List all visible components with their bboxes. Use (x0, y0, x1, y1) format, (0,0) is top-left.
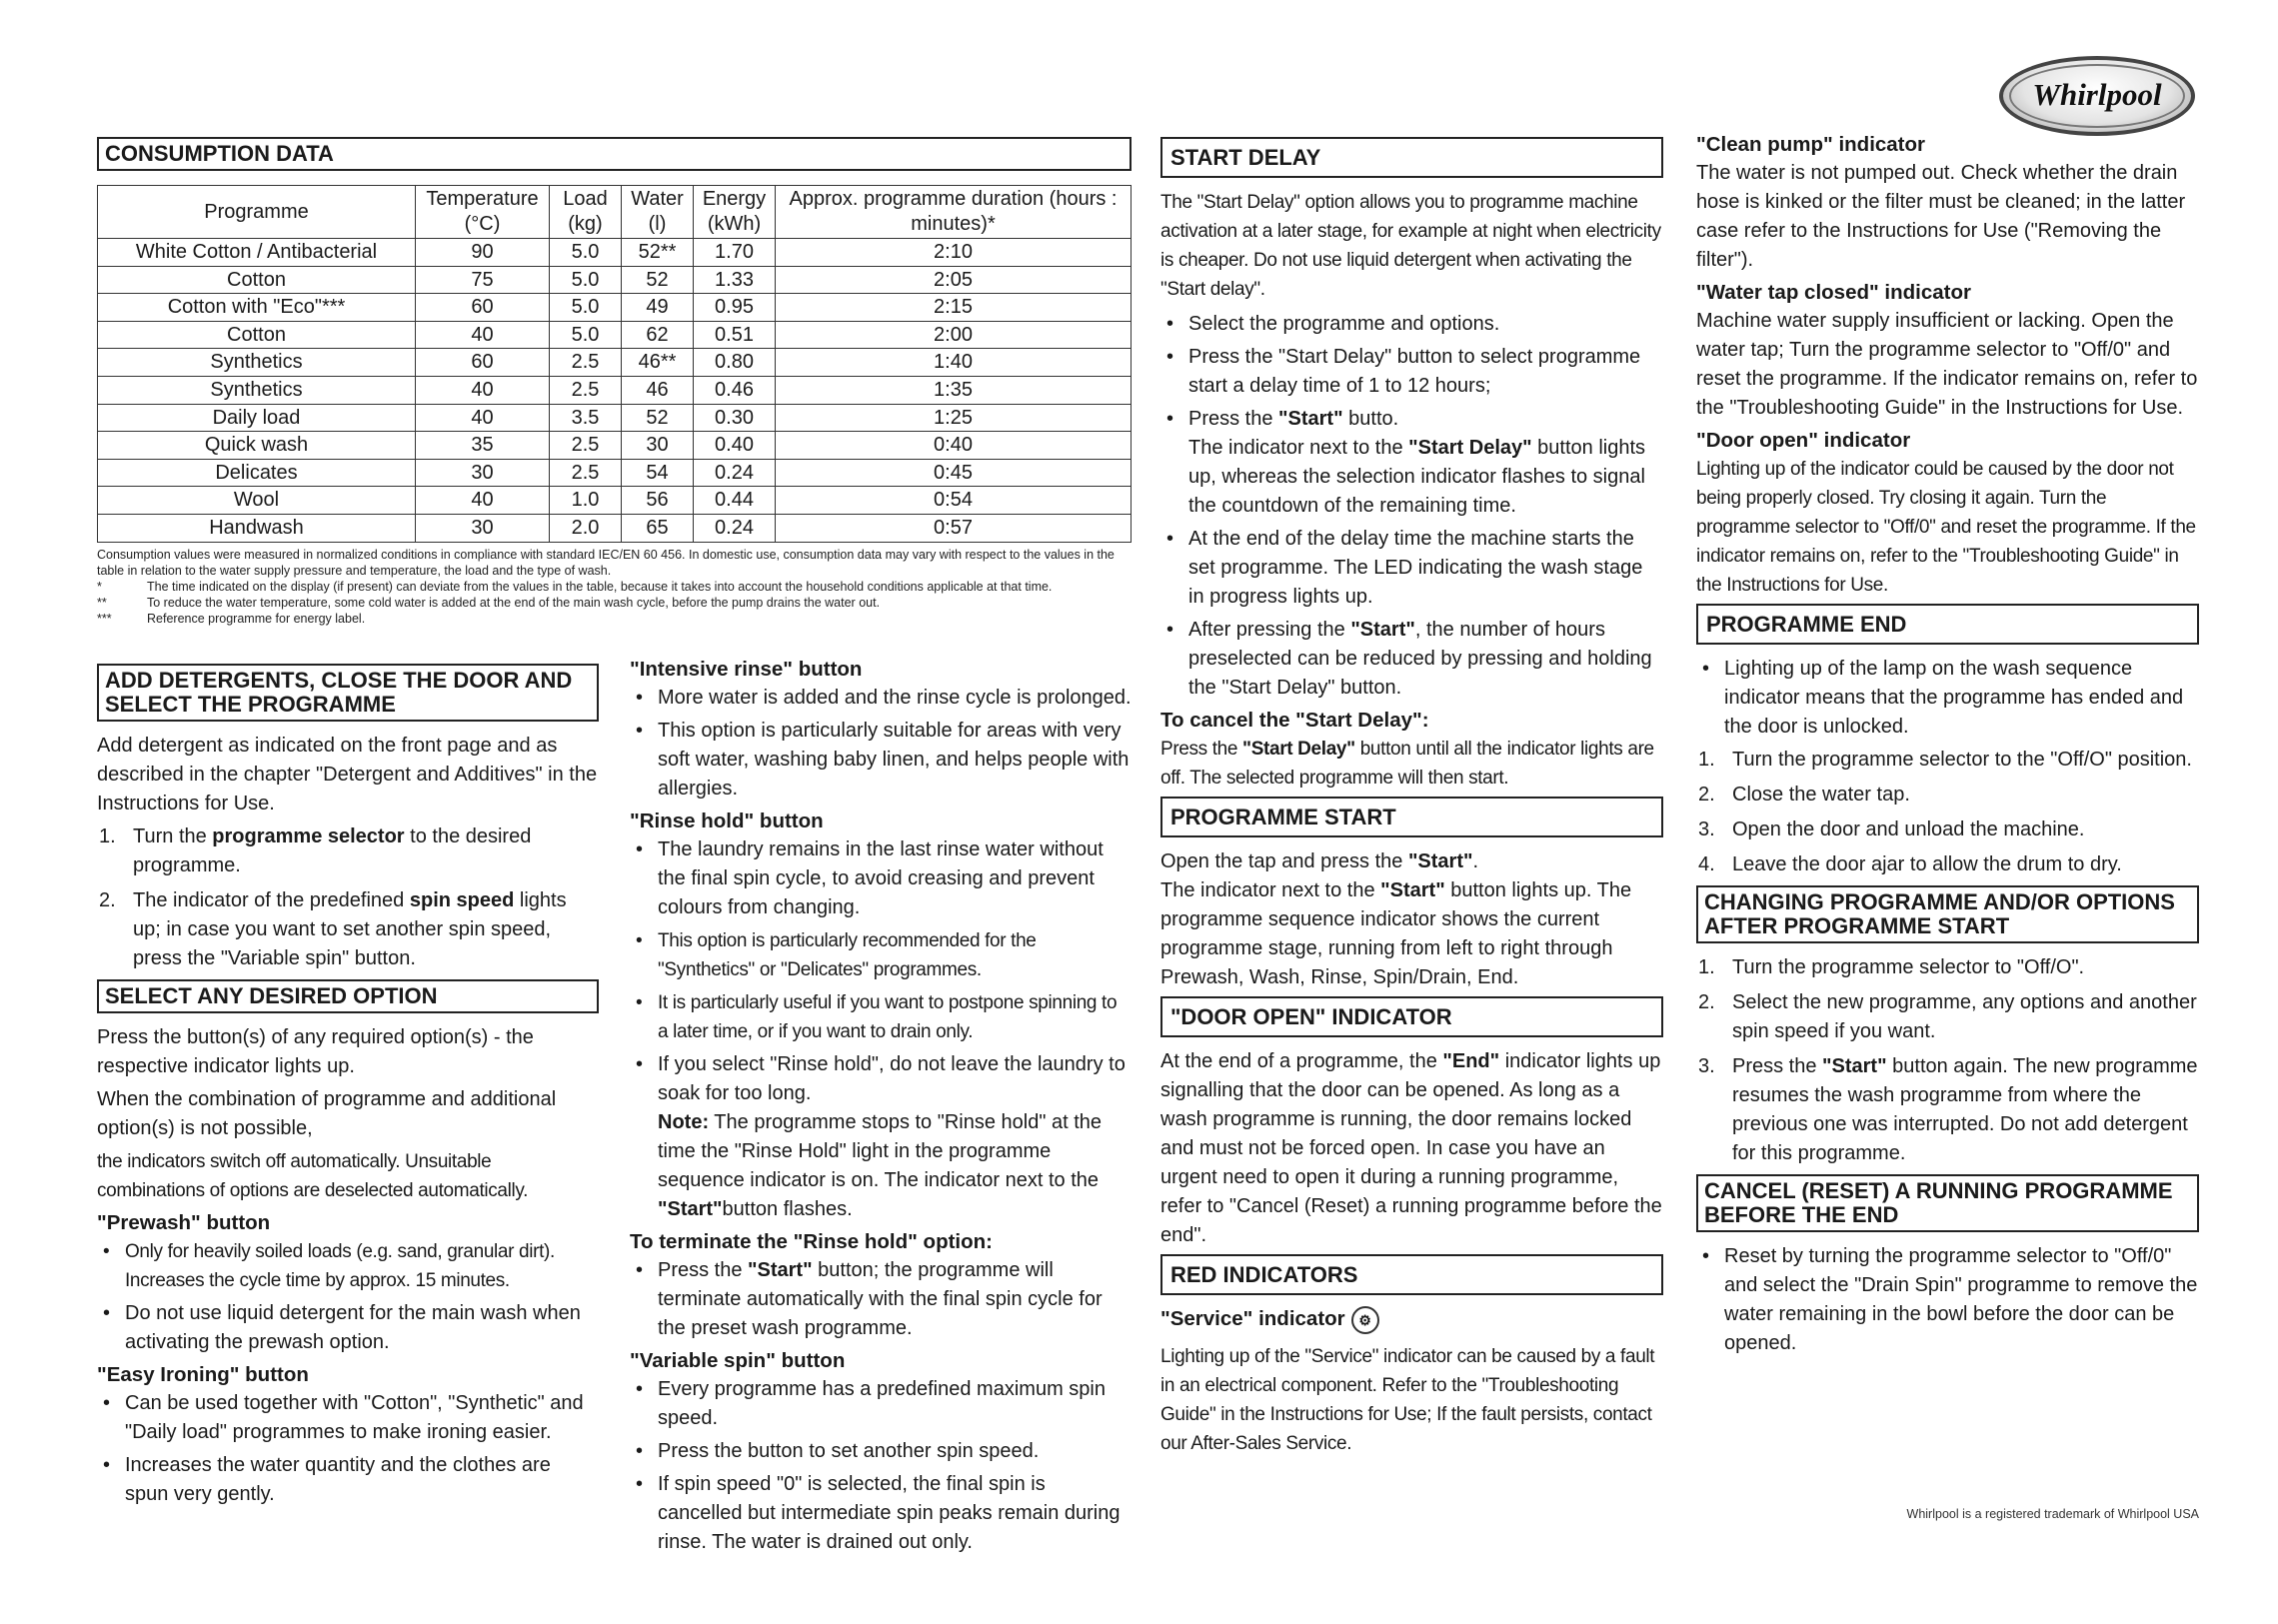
service-indicator-title (1160, 1305, 1663, 1334)
table-cell: 5.0 (550, 266, 622, 294)
item-text: Press the (1160, 739, 1243, 760)
table-cell: Delicates (98, 459, 416, 487)
trademark-footer: Whirlpool is a registered trademark of Whirlpool USA (1906, 1507, 2199, 1521)
table-row (98, 294, 1132, 322)
table-cell: 2.5 (550, 432, 622, 460)
table-cell: Cotton with "Eco"*** (98, 294, 416, 322)
item-text: Press the (658, 1259, 749, 1281)
table-cell: 0:57 (776, 514, 1132, 542)
col-header-energy: Energy (kWh) (694, 186, 776, 239)
select-option-title: SELECT ANY DESIRED OPTION (97, 979, 599, 1013)
table-cell: 5.0 (550, 239, 622, 267)
changing-programme-title: CHANGING PROGRAMME AND/OR OPTIONS AFTER PROGRAMME START (1696, 885, 2199, 943)
step-number: 2. (99, 889, 116, 911)
table-cell: 0.24 (694, 514, 776, 542)
table-cell: 60 (416, 349, 550, 377)
step-number: 2. (1698, 991, 1715, 1013)
table-header-row (98, 186, 1132, 239)
step-emphasis: programme selector (212, 825, 405, 847)
variable-spin-title: "Variable spin" button (630, 1349, 846, 1372)
step-item (1696, 746, 2199, 775)
step-text: Turn the programme selector to "Off/O". (1732, 956, 2085, 978)
table-cell: 40 (416, 487, 550, 515)
list-item: • Lighting up of the lamp on the wash sequence indicator means that the programme has ended and the door is unlocked. (1696, 655, 2199, 742)
note-text: The programme stops to "Rinse hold" at the time the "Rinse Hold" light in the programme sequence indicator is on. The indicator next to the (658, 1111, 1103, 1191)
col-header-temperature: Temperature (°C) (416, 186, 550, 239)
step-item (1696, 781, 2199, 810)
item-emphasis: "Start" (1278, 408, 1343, 430)
intensive-rinse-title: "Intensive rinse" button (630, 658, 863, 681)
item-text: button lights up, whereas the selection indicator flashes to signal the countdown of the remaining time. (1188, 437, 1646, 517)
item-text: . (1472, 850, 1479, 872)
list-item: • Do not use liquid detergent for the main wash when activating the prewash option. (97, 1299, 599, 1357)
step-number: 2. (1698, 784, 1715, 806)
door-open-indicator-text (1160, 1047, 1663, 1250)
logo-wordmark: Whirlpool (2032, 77, 2162, 112)
step-number: 1. (1698, 956, 1715, 978)
step-item (1696, 953, 2199, 982)
table-cell: 2.0 (550, 514, 622, 542)
table-cell: Daily load (98, 404, 416, 432)
table-cell: 2:15 (776, 294, 1132, 322)
table-cell: 40 (416, 321, 550, 349)
start-delay-list (1160, 310, 1663, 703)
step-emphasis: "Start" (1822, 1055, 1887, 1077)
table-cell: 65 (622, 514, 694, 542)
select-option-p1: Press the button(s) of any required option(s) - the respective indicator lights up. (97, 1026, 534, 1077)
table-row (98, 376, 1132, 404)
variable-spin-list (630, 1375, 1132, 1557)
step-item (1696, 1052, 2199, 1168)
footnote-mark: *** (97, 611, 112, 626)
table-cell: 0.24 (694, 459, 776, 487)
table-cell: 52 (622, 266, 694, 294)
item-text: At the end of a programme, the (1160, 1050, 1443, 1072)
consumption-section (97, 133, 1132, 627)
list-item: • Press the "Start Delay" button to select programme start a delay time of 1 to 12 hours; (1160, 343, 1663, 401)
item-text: After pressing the (1188, 619, 1351, 641)
footnote-mark: * (97, 579, 102, 594)
step-number: 1. (1698, 749, 1715, 771)
table-cell: 0.46 (694, 376, 776, 404)
step-text: button again. The new programme resumes the wash programme from where the previous one was interrupted. Do not add detergent for this programme. (1732, 1055, 2198, 1164)
step-text: Leave the door ajar to allow the drum to dry. (1732, 853, 2122, 875)
table-cell: 62 (622, 321, 694, 349)
list-item: • The laundry remains in the last rinse water without the final spin cycle, to avoid creasing and prevent colours from changing. (630, 835, 1132, 922)
item-emphasis: "Start" (1380, 879, 1445, 901)
list-item: • It is particularly useful if you want to postpone spinning to a later time, or if you want to drain only. (630, 988, 1132, 1046)
col-header-programme: Programme (98, 186, 416, 239)
table-cell: 1:35 (776, 376, 1132, 404)
table-cell: 30 (622, 432, 694, 460)
item-emphasis: "Start" (1407, 850, 1473, 872)
table-cell: 0:54 (776, 487, 1132, 515)
table-cell: 60 (416, 294, 550, 322)
table-cell: 2:00 (776, 321, 1132, 349)
step-text: Close the water tap. (1732, 784, 1910, 806)
door-open-title: "Door open" indicator (1696, 429, 1911, 452)
changing-programme-steps (1696, 953, 2199, 1168)
table-row (98, 404, 1132, 432)
step-item (97, 822, 599, 880)
table-cell: 54 (622, 459, 694, 487)
table-cell: Cotton (98, 266, 416, 294)
table-row (98, 321, 1132, 349)
col-header-duration: Approx. programme duration (hours : minutes)* (776, 186, 1132, 239)
door-open-indicator-title: "DOOR OPEN" INDICATOR (1160, 996, 1663, 1037)
prewash-list (97, 1237, 599, 1357)
footnote-text: Reference programme for energy label. (147, 611, 366, 626)
red-indicators-title: RED INDICATORS (1160, 1254, 1663, 1295)
table-cell: 90 (416, 239, 550, 267)
list-item (630, 1256, 1132, 1343)
item-text: The indicator next to the (1160, 879, 1381, 901)
water-tap-title: "Water tap closed" indicator (1696, 281, 1971, 304)
table-cell: 0.80 (694, 349, 776, 377)
table-cell: 1.0 (550, 487, 622, 515)
table-cell: 46 (622, 376, 694, 404)
step-text: Turn the programme selector to the "Off/O" position. (1732, 749, 2192, 771)
table-row (98, 239, 1132, 267)
table-cell: 0:40 (776, 432, 1132, 460)
programme-end-title: PROGRAMME END (1696, 604, 2199, 645)
prewash-title: "Prewash" button (97, 1211, 271, 1234)
footnote (97, 595, 1132, 611)
table-cell: 52 (622, 404, 694, 432)
table-cell: 5.0 (550, 294, 622, 322)
list-item: • This option is particularly suitable for areas with very soft water, washing baby linen, and helps people with allergies. (630, 717, 1132, 804)
table-cell: 46** (622, 349, 694, 377)
list-item (630, 1050, 1132, 1224)
item-text: The indicator next to the (1188, 437, 1409, 459)
item-text: Open the tap and press the (1160, 850, 1408, 872)
item-text: button lights up. The programme sequence indicator shows the current programme stage, running from left to right through Prewash, Wash, Rinse, Spin/Drain, End. (1160, 879, 1632, 988)
table-cell: Synthetics (98, 349, 416, 377)
select-option-p3: the indicators switch off automatically. Unsuitable combinations of options are deselected automatically. (97, 1151, 529, 1201)
cancel-start-delay-title: To cancel the "Start Delay": (1160, 709, 1429, 732)
step-item (1696, 815, 2199, 844)
service-indicator-text: Lighting up of the "Service" indicator can be caused by a fault in an electrical component. Refer to the "Troubleshooting Guide" in the Instructions for Use; If the fault persists, contact our After-Sales Service. (1160, 1345, 1655, 1454)
item-text: button until all the indicator lights are off. The selected programme will then start. (1160, 739, 1654, 789)
footnote (97, 611, 1132, 627)
list-item: • Increases the water quantity and the clothes are spun very gently. (97, 1451, 599, 1509)
table-row (98, 459, 1132, 487)
step-text: Select the new programme, any options and another spin speed if you want. (1732, 991, 2197, 1042)
table-cell: 2:10 (776, 239, 1132, 267)
table-cell: Handwash (98, 514, 416, 542)
table-cell: Cotton (98, 321, 416, 349)
footnote-mark: ** (97, 595, 107, 610)
table-cell: 3.5 (550, 404, 622, 432)
programme-start-title: PROGRAMME START (1160, 797, 1663, 837)
add-detergents-intro: Add detergent as indicated on the front page and as described in the chapter "Detergent and Additives" in the Instructions for Use. (97, 735, 598, 814)
consumption-note-main: Consumption values were measured in normalized conditions in compliance with standard IEC/EN 60 456. In domestic use, consumption data may vary with respect to the values in the table in relation to the water supply pressure and temperature, the load and the type of wash. (97, 547, 1115, 578)
step-emphasis: spin speed (409, 889, 515, 911)
add-detergents-steps (97, 822, 599, 973)
step-number: 3. (1698, 818, 1715, 840)
table-cell: 1:40 (776, 349, 1132, 377)
step-item (1696, 988, 2199, 1046)
table-cell: Synthetics (98, 376, 416, 404)
table-cell: 2:05 (776, 266, 1132, 294)
table-cell: 0.30 (694, 404, 776, 432)
item-text: indicator lights up signalling that the door can be opened. As long as a wash programme is running, the door remains locked and must not be forced open. In case you have an urgent need to open it during a running programme, refer to "Cancel (Reset) a running programme before the end". (1160, 1050, 1662, 1246)
list-item: • Only for heavily soiled loads (e.g. sand, granular dirt). Increases the cycle time by approx. 15 minutes. (97, 1237, 599, 1295)
item-emphasis: "Start" (748, 1259, 813, 1281)
list-item: • Can be used together with "Cotton", "Synthetic" and "Daily load" programmes to make ironing easier. (97, 1389, 599, 1447)
clean-pump-text: The water is not pumped out. Check whether the drain hose is kinked or the filter must be cleaned; in the latter case refer to the Instructions for Use ("Removing the filter"). (1696, 162, 2186, 271)
table-cell: 49 (622, 294, 694, 322)
step-number: 1. (99, 825, 116, 847)
table-cell: 30 (416, 514, 550, 542)
terminate-list (630, 1256, 1132, 1343)
consumption-table (97, 185, 1132, 543)
consumption-notes (97, 547, 1132, 627)
start-delay-intro: The "Start Delay" option allows you to programme machine activation at a later stage, for example at night when electricity is cheaper. Do not use liquid detergent when activating the "Start delay". (1160, 192, 1661, 300)
item-emphasis: "Start Delay" (1408, 437, 1532, 459)
cancel-start-delay-text (1160, 735, 1663, 793)
list-item: • Every programme has a predefined maximum spin speed. (630, 1375, 1132, 1433)
table-cell: 40 (416, 376, 550, 404)
step-number: 4. (1698, 853, 1715, 875)
table-cell: White Cotton / Antibacterial (98, 239, 416, 267)
list-item (1160, 405, 1663, 521)
rinse-hold-last: If you select "Rinse hold", do not leave the laundry to soak for too long. (658, 1053, 1126, 1104)
intensive-rinse-list (630, 684, 1132, 804)
step-item (1696, 850, 2199, 879)
footnote (97, 579, 1132, 595)
step-text: lights up; in case you want to set another spin speed, press the "Variable spin" button. (133, 889, 567, 969)
table-cell: 0.44 (694, 487, 776, 515)
programme-start-p1 (1160, 847, 1663, 992)
footnote-text: The time indicated on the display (if present) can deviate from the values in the table, because it takes into account the household conditions applicable at that time. (147, 579, 1053, 594)
table-cell: 0.40 (694, 432, 776, 460)
list-item: • More water is added and the rinse cycle is prolonged. (630, 684, 1132, 713)
table-cell: 75 (416, 266, 550, 294)
table-cell: Wool (98, 487, 416, 515)
rinse-hold-list (630, 835, 1132, 1224)
rinse-hold-title: "Rinse hold" button (630, 810, 824, 832)
note-emphasis: "Start" (658, 1198, 723, 1220)
programme-end-steps (1696, 746, 2199, 879)
step-text: Turn the (133, 825, 213, 847)
item-text: Press the (1188, 408, 1279, 430)
door-open-text: Lighting up of the indicator could be caused by the door not being properly closed. Try closing it again. Turn the programme selector to "Off/0" and reset the programme. If the indicator remains on, refer to the "Troubleshooting Guide" in the Instructions for Use. (1696, 459, 2196, 596)
table-cell: 1:25 (776, 404, 1132, 432)
cancel-reset-title: CANCEL (RESET) A RUNNING PROGRAMME BEFORE THE END (1696, 1174, 2199, 1232)
table-cell: 1.70 (694, 239, 776, 267)
middle-column (1160, 133, 1663, 1462)
terminate-rinse-hold-title: To terminate the "Rinse hold" option: (630, 1230, 993, 1253)
item-emphasis: "End" (1442, 1050, 1500, 1072)
list-item: • At the end of the delay time the machine starts the set programme. The LED indicating the wash stage in progress lights up. (1160, 525, 1663, 612)
item-text: butto. (1342, 408, 1399, 430)
select-option-p2: When the combination of programme and additional option(s) is not possible, (97, 1088, 557, 1139)
table-cell: 2.5 (550, 349, 622, 377)
add-detergents-title: ADD DETERGENTS, CLOSE THE DOOR AND SELECT THE PROGRAMME (97, 664, 599, 722)
step-text: Press the (1732, 1055, 1823, 1077)
item-emphasis: "Start Delay" (1242, 739, 1355, 760)
programme-end-bullet (1696, 655, 2199, 742)
table-cell: 5.0 (550, 321, 622, 349)
table-row (98, 432, 1132, 460)
service-title-text: "Service" indicator (1160, 1307, 1345, 1330)
consumption-title: CONSUMPTION DATA (97, 137, 1132, 171)
step-text: The indicator of the predefined (133, 889, 410, 911)
step-text: Open the door and unload the machine. (1732, 818, 2085, 840)
list-item: • If spin speed "0" is selected, the final spin is cancelled but intermediate spin peaks remain during rinse. The water is drained out only. (630, 1470, 1132, 1557)
cancel-reset-list (1696, 1242, 2199, 1358)
table-cell: 2.5 (550, 376, 622, 404)
whirlpool-logo (1999, 56, 2195, 136)
water-tap-text: Machine water supply insufficient or lacking. Open the water tap; Turn the programme selector to "Off/0" and reset the programme. If the indicator remains on, refer to the "Troubleshooting Guide" in the Instructions for Use. (1696, 310, 2198, 419)
table-cell: 56 (622, 487, 694, 515)
table-cell: 0.95 (694, 294, 776, 322)
table-cell: 52** (622, 239, 694, 267)
step-number: 3. (1698, 1055, 1715, 1077)
detergent-options-column (97, 660, 599, 1513)
options-continued-column (630, 652, 1132, 1561)
table-cell: Quick wash (98, 432, 416, 460)
table-row (98, 266, 1132, 294)
table-cell: 35 (416, 432, 550, 460)
table-cell: 40 (416, 404, 550, 432)
right-column (1696, 127, 2199, 1362)
list-item (1160, 616, 1663, 703)
step-item (97, 886, 599, 973)
item-text: button; the programme will terminate automatically with the final spin cycle for the preset wash programme. (658, 1259, 1103, 1339)
col-header-water: Water (l) (622, 186, 694, 239)
list-item: • Press the button to set another spin speed. (630, 1437, 1132, 1466)
note-label: Note: (658, 1111, 710, 1133)
start-delay-title: START DELAY (1160, 137, 1663, 178)
easy-ironing-title: "Easy Ironing" button (97, 1363, 309, 1386)
note-text-end: button flashes. (722, 1198, 853, 1220)
list-item: • Select the programme and options. (1160, 310, 1663, 339)
wrench-icon: ⚙ (1351, 1306, 1379, 1334)
table-cell: 2.5 (550, 459, 622, 487)
table-cell: 30 (416, 459, 550, 487)
clean-pump-title: "Clean pump" indicator (1696, 133, 1926, 156)
item-emphasis: "Start" (1350, 619, 1415, 641)
table-cell: 0:45 (776, 459, 1132, 487)
step-text: to the desired programme. (133, 825, 532, 876)
table-row (98, 487, 1132, 515)
easy-ironing-list (97, 1389, 599, 1509)
col-header-load: Load (kg) (550, 186, 622, 239)
list-item: • This option is particularly recommended for the "Synthetics" or "Delicates" programmes. (630, 926, 1132, 984)
table-cell: 0.51 (694, 321, 776, 349)
item-text: , the number of hours preselected can be reduced by pressing and holding the "Start Delay" button. (1188, 619, 1652, 699)
table-cell: 1.33 (694, 266, 776, 294)
table-row (98, 349, 1132, 377)
footnote-text: To reduce the water temperature, some cold water is added at the end of the main wash cycle, before the pump drains the water out. (147, 595, 881, 610)
table-row (98, 514, 1132, 542)
list-item: • Reset by turning the programme selector to "Off/0" and select the "Drain Spin" programme to remove the water remaining in the bowl before the door can be opened. (1696, 1242, 2199, 1358)
